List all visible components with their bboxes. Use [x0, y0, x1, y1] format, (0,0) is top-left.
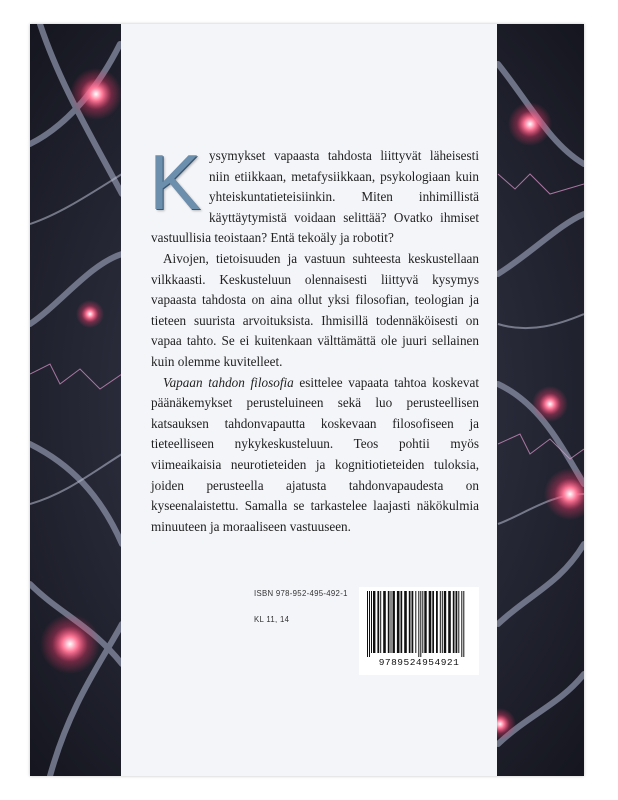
- paragraph-3-text: esittelee vapaata tahtoa koskevat päänäkemykset perusteluineen sekä luo perusteellisen katsauksen tahdonvapautta koskevaan filosofiseen ja tieteelliseen nykykeskusteluun. Teos pohtii myös viimeaikaisia neurotieteiden ja kognitiotieteiden tuloksia, joiden perusteella ajatusta tahdonvapaudesta on kyseenalaistettu. Samalla se tarkastelee laajasti näkökulmia minuuteen ja moraaliseen vastuuseen.: [151, 374, 479, 534]
- barcode-bar: [404, 591, 407, 653]
- barcode-bar: [383, 591, 386, 653]
- barcode-bar: [458, 591, 459, 653]
- text-panel: [121, 24, 497, 776]
- barcode-bar: [409, 591, 411, 653]
- barcode-bar: [380, 591, 381, 653]
- paragraph-3: [151, 373, 479, 538]
- barcode-bar: [448, 591, 451, 653]
- barcode-bar: [391, 591, 392, 653]
- barcode-bar: [432, 591, 434, 653]
- barcode-bar: [422, 591, 423, 653]
- barcode-bar: [367, 591, 368, 657]
- barcode-bar: [440, 591, 441, 653]
- barcode-bar: [442, 591, 443, 653]
- barcode-bar: [429, 591, 432, 653]
- isbn-text: ISBN 978-952-495-492-1: [254, 589, 348, 598]
- barcode-bar: [418, 591, 419, 657]
- barcode-bar: [373, 591, 375, 653]
- barcode-bar: [420, 591, 421, 657]
- barcode-bar: [388, 591, 390, 653]
- book-title-italic: Vapaan tahdon filosofia: [163, 374, 294, 390]
- barcode-bar: [397, 591, 400, 653]
- barcode-number: 9789524954921: [378, 657, 460, 668]
- barcode-bar: [412, 591, 414, 653]
- barcode-bar: [369, 591, 370, 657]
- barcode-bar: [461, 591, 462, 657]
- barcode-bar: [463, 591, 464, 657]
- barcode-bar: [401, 591, 403, 653]
- blurb: [149, 138, 479, 537]
- barcode-bars: [365, 591, 473, 657]
- book-back-cover: [30, 24, 584, 776]
- paragraph-1: [149, 138, 479, 249]
- barcode-bar: [415, 591, 416, 653]
- barcode-bar: [444, 591, 446, 653]
- barcode-bar: [453, 591, 455, 653]
- paragraph-2: Aivojen, tietoisuuden ja vastuun suhteesta keskustellaan vilkkaasti. Keskusteluun olennaisesti liittyvä kysymys vapaasta tahdosta on aina ollut yksi filosofian, teologian ja tieteen suurista arvoituksista. Ihmisillä todennäköisesti on vapaa tahto. Se ei kuitenkaan välttämättä ole juuri sellainen kuin olemme kuvitelleet.: [151, 250, 479, 369]
- barcode-bar: [424, 591, 426, 653]
- barcode-bar: [436, 591, 438, 653]
- barcode: [359, 587, 479, 675]
- barcode-bar: [456, 591, 458, 653]
- classification-text: KL 11, 14: [254, 615, 290, 624]
- barcode-bar: [377, 591, 379, 653]
- barcode-bar: [371, 591, 372, 653]
- barcode-bar: [393, 591, 395, 653]
- drop-cap: K: [149, 138, 202, 226]
- paragraph-1-text: ysymykset vapaasta tahdosta liittyvät läheisesti niin etiikkaan, metafysiikkaan, psykologiaan kuin yhteiskuntatieteisiinkin. Miten inhimillistä käyttäytymistä voidaan selittää? Ovatko ihmiset vastuullisia teoistaan? Entä tekoäly ja robotit?: [151, 148, 479, 246]
